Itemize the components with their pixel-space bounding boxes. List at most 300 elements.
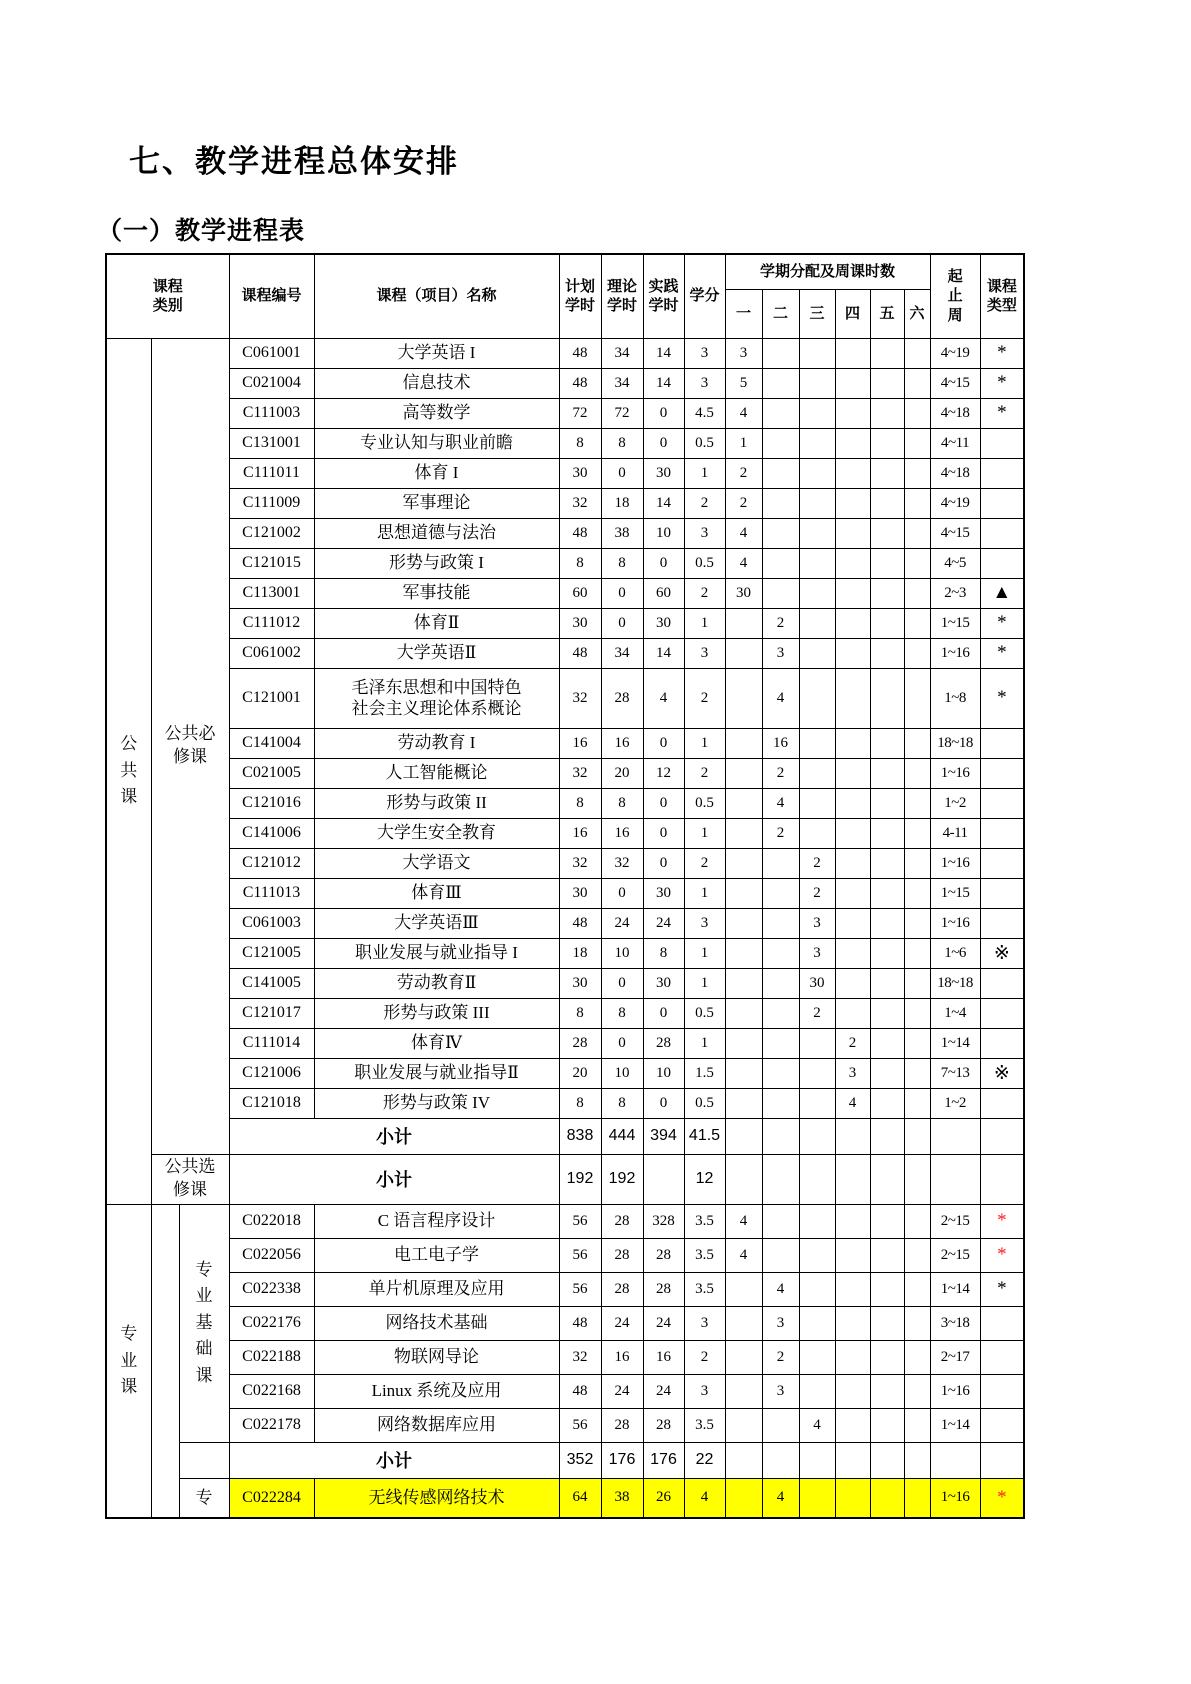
course-name-cell [314, 758, 559, 788]
semester-hours-cell [725, 788, 762, 818]
course-name: 毛泽东思想和中国特色社会主义理论体系概论 [351, 677, 522, 718]
course-row [106, 1058, 1024, 1088]
credit-cell: 22 [684, 1442, 725, 1478]
plan-hours-cell: 48 [559, 338, 601, 368]
semester-hours-cell [799, 1204, 835, 1238]
col-header-semester-6-label: 六 [909, 304, 925, 322]
semester-hours-cell: 4 [799, 1408, 835, 1442]
course-name: 军事技能 [402, 583, 471, 603]
semester-hours-cell [904, 548, 930, 578]
semester-hours-cell [799, 1118, 835, 1154]
semester-hours-cell [725, 1306, 762, 1340]
course-code-cell: C141005 [229, 968, 314, 998]
theory-hours-cell: 8 [601, 428, 643, 458]
semester-hours-cell [904, 1154, 930, 1204]
section-subtitle: （一）教学进程表 [97, 217, 306, 245]
semester-hours-cell [799, 1306, 835, 1340]
semester-hours-cell [762, 1442, 799, 1478]
practice-hours-cell: 16 [643, 1340, 684, 1374]
practice-hours-cell [643, 1154, 684, 1204]
weeks-cell: 1~16 [930, 1374, 980, 1408]
practice-hours-cell: 0 [643, 728, 684, 758]
credit-cell: 12 [684, 1154, 725, 1204]
practice-hours-cell: 0 [643, 548, 684, 578]
semester-hours-cell [799, 488, 835, 518]
semester-hours-cell: 30 [799, 968, 835, 998]
plan-hours-cell: 56 [559, 1204, 601, 1238]
weeks-cell: 4~15 [930, 368, 980, 398]
credit-cell: 3 [684, 1306, 725, 1340]
course-name-cell [314, 578, 559, 608]
course-code-cell: C022178 [229, 1408, 314, 1442]
practice-hours-cell: 176 [643, 1442, 684, 1478]
weeks-cell: 18~18 [930, 728, 980, 758]
plan-hours-cell: 48 [559, 908, 601, 938]
course-name-cell [314, 368, 559, 398]
course-code-cell: C121002 [229, 518, 314, 548]
semester-hours-cell [762, 1058, 799, 1088]
practice-hours-cell: 30 [643, 458, 684, 488]
course-name-cell [314, 668, 559, 728]
semester-hours-cell [870, 1088, 904, 1118]
theory-hours-cell: 0 [601, 878, 643, 908]
course-code-cell: C111014 [229, 1028, 314, 1058]
col-header-theory-hours-label: 理论学时 [606, 277, 637, 315]
course-name-cell [314, 908, 559, 938]
col-header-semester-3 [799, 289, 835, 338]
practice-hours-cell: 0 [643, 788, 684, 818]
course-code-cell: C061002 [229, 638, 314, 668]
course-row [106, 848, 1024, 878]
semester-hours-cell [725, 998, 762, 1028]
course-name: 职业发展与就业指导 I [355, 943, 518, 963]
semester-hours-cell [725, 1408, 762, 1442]
course-code-cell: C021005 [229, 758, 314, 788]
credit-cell: 1 [684, 938, 725, 968]
course-row [106, 1204, 1024, 1238]
weeks-cell: 4~18 [930, 458, 980, 488]
credit-cell: 1 [684, 1028, 725, 1058]
weeks-cell [930, 1154, 980, 1204]
course-code-cell: C022188 [229, 1340, 314, 1374]
semester-hours-cell [835, 848, 870, 878]
semester-hours-cell [870, 758, 904, 788]
course-name-cell [314, 788, 559, 818]
col-header-category [106, 254, 229, 338]
semester-hours-cell [870, 1204, 904, 1238]
theory-hours-cell: 10 [601, 938, 643, 968]
plan-hours-cell: 48 [559, 368, 601, 398]
semester-hours-cell [725, 668, 762, 728]
credit-cell: 2 [684, 758, 725, 788]
course-code-cell: C121018 [229, 1088, 314, 1118]
practice-hours-cell: 10 [643, 518, 684, 548]
subtotal-label-cell [229, 1442, 559, 1478]
course-name: 大学生安全教育 [377, 823, 496, 843]
semester-hours-cell [904, 848, 930, 878]
course-name-cell [314, 1028, 559, 1058]
semester-hours-cell [835, 1272, 870, 1306]
course-row [106, 1028, 1024, 1058]
course-type-cell [980, 998, 1024, 1028]
col-header-code [229, 254, 314, 338]
weeks-cell: 1~16 [930, 848, 980, 878]
semester-hours-cell [904, 728, 930, 758]
course-type-cell [980, 908, 1024, 938]
semester-hours-cell [835, 1154, 870, 1204]
weeks-cell: 1~14 [930, 1028, 980, 1058]
weeks-cell: 3~18 [930, 1306, 980, 1340]
weeks-cell: 1~16 [930, 908, 980, 938]
semester-hours-cell [870, 608, 904, 638]
course-type-cell: * [980, 638, 1024, 668]
course-name: 体育 I [414, 463, 459, 483]
plan-hours-cell: 32 [559, 848, 601, 878]
course-type-cell [980, 1088, 1024, 1118]
weeks-cell: 1~16 [930, 638, 980, 668]
course-code-cell: C121001 [229, 668, 314, 728]
semester-hours-cell [725, 1478, 762, 1518]
semester-hours-cell [904, 338, 930, 368]
course-type-cell [980, 818, 1024, 848]
plan-hours-cell: 30 [559, 968, 601, 998]
subtotal-row [106, 1118, 1024, 1154]
course-row [106, 878, 1024, 908]
plan-hours-cell: 48 [559, 1374, 601, 1408]
theory-hours-cell: 34 [601, 368, 643, 398]
course-code-cell: C022284 [229, 1478, 314, 1518]
semester-hours-cell [799, 1340, 835, 1374]
practice-hours-cell: 14 [643, 338, 684, 368]
theory-hours-cell: 24 [601, 1374, 643, 1408]
course-type-cell: * [980, 368, 1024, 398]
semester-hours-cell [835, 908, 870, 938]
course-row [106, 1478, 1024, 1518]
semester-hours-cell [725, 848, 762, 878]
course-type-cell: * [980, 1238, 1024, 1272]
teaching-schedule-table [105, 253, 1025, 1519]
semester-hours-cell [799, 1478, 835, 1518]
semester-hours-cell: 3 [799, 938, 835, 968]
course-row [106, 908, 1024, 938]
course-name-cell [314, 1238, 559, 1272]
course-name-cell [314, 458, 559, 488]
weeks-cell: 1~2 [930, 1088, 980, 1118]
course-row [106, 398, 1024, 428]
practice-hours-cell: 30 [643, 608, 684, 638]
plan-hours-cell: 30 [559, 878, 601, 908]
practice-hours-cell: 30 [643, 968, 684, 998]
practice-hours-cell: 12 [643, 758, 684, 788]
semester-hours-cell [904, 1306, 930, 1340]
theory-hours-cell: 32 [601, 848, 643, 878]
credit-cell: 3 [684, 1374, 725, 1408]
weeks-cell: 18~18 [930, 968, 980, 998]
category-label: 公共选修课 [164, 1157, 216, 1199]
course-row [106, 488, 1024, 518]
semester-hours-cell: 3 [762, 638, 799, 668]
semester-hours-cell [904, 1442, 930, 1478]
theory-hours-cell: 8 [601, 998, 643, 1028]
semester-hours-cell [762, 1028, 799, 1058]
semester-hours-cell [762, 578, 799, 608]
semester-hours-cell [870, 518, 904, 548]
practice-hours-cell: 328 [643, 1204, 684, 1238]
theory-hours-cell: 176 [601, 1442, 643, 1478]
plan-hours-cell: 28 [559, 1028, 601, 1058]
semester-hours-cell [725, 1058, 762, 1088]
semester-hours-cell: 4 [725, 1238, 762, 1272]
semester-hours-cell [799, 428, 835, 458]
semester-hours-cell [835, 368, 870, 398]
weeks-cell: 4~15 [930, 518, 980, 548]
course-code-cell: C022176 [229, 1306, 314, 1340]
semester-hours-cell [904, 608, 930, 638]
semester-hours-cell [870, 638, 904, 668]
course-type-cell: ※ [980, 938, 1024, 968]
course-code-cell: C113001 [229, 578, 314, 608]
category-cell [151, 1154, 229, 1204]
semester-hours-cell [835, 488, 870, 518]
weeks-cell: 4~18 [930, 398, 980, 428]
semester-hours-cell [870, 548, 904, 578]
course-row [106, 548, 1024, 578]
course-name: 形势与政策 IV [382, 1093, 491, 1113]
semester-hours-cell [904, 638, 930, 668]
weeks-cell: 1~6 [930, 938, 980, 968]
semester-hours-cell [835, 518, 870, 548]
plan-hours-cell: 32 [559, 668, 601, 728]
semester-hours-cell [799, 368, 835, 398]
semester-hours-cell [799, 548, 835, 578]
practice-hours-cell: 28 [643, 1272, 684, 1306]
semester-hours-cell [870, 818, 904, 848]
semester-hours-cell [799, 1154, 835, 1204]
practice-hours-cell: 30 [643, 878, 684, 908]
theory-hours-cell: 8 [601, 788, 643, 818]
semester-hours-cell [799, 818, 835, 848]
semester-hours-cell: 1 [725, 428, 762, 458]
semester-hours-cell [762, 1154, 799, 1204]
subtotal-label-cell [229, 1118, 559, 1154]
credit-cell: 1 [684, 608, 725, 638]
plan-hours-cell: 352 [559, 1442, 601, 1478]
practice-hours-cell: 28 [643, 1028, 684, 1058]
semester-hours-cell [799, 1442, 835, 1478]
subtotal-row [106, 1442, 1024, 1478]
semester-hours-cell [835, 1408, 870, 1442]
semester-hours-cell [870, 788, 904, 818]
semester-hours-cell [870, 1118, 904, 1154]
category-cell [179, 1204, 229, 1442]
plan-hours-cell: 8 [559, 998, 601, 1028]
subtotal-row [106, 1154, 1024, 1204]
course-type-cell: * [980, 608, 1024, 638]
practice-hours-cell: 0 [643, 428, 684, 458]
course-code-cell: C141004 [229, 728, 314, 758]
category-cell [151, 338, 229, 1154]
semester-hours-cell: 4 [762, 668, 799, 728]
course-name: 高等数学 [402, 403, 471, 423]
theory-hours-cell: 28 [601, 1204, 643, 1238]
semester-hours-cell [904, 1340, 930, 1374]
semester-hours-cell [799, 758, 835, 788]
semester-hours-cell [870, 368, 904, 398]
course-name-cell [314, 638, 559, 668]
semester-hours-cell [725, 908, 762, 938]
theory-hours-cell: 8 [601, 1088, 643, 1118]
course-row [106, 938, 1024, 968]
semester-hours-cell [725, 878, 762, 908]
semester-hours-cell [904, 1088, 930, 1118]
course-type-cell [980, 1408, 1024, 1442]
semester-hours-cell [762, 368, 799, 398]
semester-hours-cell [904, 788, 930, 818]
theory-hours-cell: 0 [601, 578, 643, 608]
theory-hours-cell: 24 [601, 908, 643, 938]
course-type-cell [980, 518, 1024, 548]
weeks-cell: 1~8 [930, 668, 980, 728]
course-row [106, 338, 1024, 368]
semester-hours-cell [835, 1238, 870, 1272]
course-type-cell [980, 1340, 1024, 1374]
course-name-cell [314, 728, 559, 758]
semester-hours-cell: 4 [725, 518, 762, 548]
course-name: 单片机原理及应用 [368, 1279, 505, 1299]
plan-hours-cell: 16 [559, 728, 601, 758]
semester-hours-cell [904, 968, 930, 998]
semester-hours-cell [799, 1058, 835, 1088]
weeks-cell: 1~16 [930, 1478, 980, 1518]
semester-hours-cell: 2 [762, 818, 799, 848]
semester-hours-cell [799, 338, 835, 368]
semester-hours-cell [725, 1088, 762, 1118]
col-header-semester-4 [835, 289, 870, 338]
credit-cell: 0.5 [684, 788, 725, 818]
theory-hours-cell: 28 [601, 1408, 643, 1442]
col-header-name-label: 课程（项目）名称 [376, 287, 497, 305]
theory-hours-cell: 20 [601, 758, 643, 788]
course-code-cell: C021004 [229, 368, 314, 398]
practice-hours-cell: 394 [643, 1118, 684, 1154]
col-header-semester-group-label: 学期分配及周课时数 [760, 262, 896, 280]
course-code-cell: C121015 [229, 548, 314, 578]
semester-hours-cell [725, 1340, 762, 1374]
course-code-cell: C111003 [229, 398, 314, 428]
practice-hours-cell: 28 [643, 1238, 684, 1272]
col-header-category-label: 课程类别 [152, 277, 183, 315]
practice-hours-cell: 28 [643, 1408, 684, 1442]
semester-hours-cell [835, 1340, 870, 1374]
semester-hours-cell [725, 638, 762, 668]
theory-hours-cell: 192 [601, 1154, 643, 1204]
semester-hours-cell: 4 [835, 1088, 870, 1118]
semester-hours-cell [835, 338, 870, 368]
semester-hours-cell [799, 788, 835, 818]
credit-cell: 3 [684, 518, 725, 548]
semester-hours-cell [835, 638, 870, 668]
semester-hours-cell: 3 [762, 1374, 799, 1408]
course-name: 无线传感网络技术 [368, 1488, 505, 1508]
course-code-cell: C121017 [229, 998, 314, 1028]
course-type-cell [980, 758, 1024, 788]
credit-cell: 3 [684, 638, 725, 668]
course-row [106, 428, 1024, 458]
credit-cell: 0.5 [684, 1088, 725, 1118]
course-type-cell: * [980, 398, 1024, 428]
theory-hours-cell: 72 [601, 398, 643, 428]
category-label: 专业课 [120, 1324, 138, 1396]
semester-hours-cell: 2 [725, 488, 762, 518]
practice-hours-cell: 14 [643, 638, 684, 668]
col-header-weeks [930, 254, 980, 338]
weeks-cell: 4~11 [930, 428, 980, 458]
theory-hours-cell: 24 [601, 1306, 643, 1340]
credit-cell: 3.5 [684, 1238, 725, 1272]
course-type-cell: * [980, 338, 1024, 368]
credit-cell: 2 [684, 1340, 725, 1374]
course-row [106, 1238, 1024, 1272]
course-name: 人工智能概论 [385, 763, 488, 783]
semester-hours-cell [870, 728, 904, 758]
course-type-cell [980, 1306, 1024, 1340]
practice-hours-cell: 0 [643, 848, 684, 878]
col-header-code-label: 课程编号 [241, 287, 302, 305]
semester-hours-cell [904, 458, 930, 488]
semester-hours-cell [835, 548, 870, 578]
semester-hours-cell [799, 1238, 835, 1272]
theory-hours-cell: 16 [601, 728, 643, 758]
col-header-course-type [980, 254, 1024, 338]
course-type-cell [980, 488, 1024, 518]
semester-hours-cell [725, 1154, 762, 1204]
practice-hours-cell: 60 [643, 578, 684, 608]
course-code-cell: C111011 [229, 458, 314, 488]
semester-hours-cell [904, 518, 930, 548]
semester-hours-cell [762, 518, 799, 548]
semester-hours-cell [835, 758, 870, 788]
semester-hours-cell [835, 1478, 870, 1518]
plan-hours-cell: 64 [559, 1478, 601, 1518]
semester-hours-cell [904, 998, 930, 1028]
semester-hours-cell: 2 [725, 458, 762, 488]
semester-hours-cell [870, 1154, 904, 1204]
header-row-1 [106, 254, 1024, 289]
credit-cell: 3 [684, 368, 725, 398]
credit-cell: 3 [684, 908, 725, 938]
theory-hours-cell: 18 [601, 488, 643, 518]
subtotal-label: 小计 [376, 1451, 412, 1471]
semester-hours-cell [799, 578, 835, 608]
semester-hours-cell: 16 [762, 728, 799, 758]
course-type-cell [980, 1374, 1024, 1408]
course-name: 专业认知与职业前瞻 [360, 433, 513, 453]
course-code-cell: C111012 [229, 608, 314, 638]
semester-hours-cell: 3 [725, 338, 762, 368]
course-code-cell: C022168 [229, 1374, 314, 1408]
course-name-cell [314, 518, 559, 548]
semester-hours-cell [835, 1442, 870, 1478]
course-name-cell [314, 1408, 559, 1442]
subtotal-label-cell [229, 1154, 559, 1204]
course-type-cell [980, 1118, 1024, 1154]
semester-hours-cell [870, 968, 904, 998]
credit-cell: 2 [684, 848, 725, 878]
weeks-cell: 1~14 [930, 1408, 980, 1442]
theory-hours-cell: 34 [601, 338, 643, 368]
course-name: 大学英语 I [397, 343, 476, 363]
semester-hours-cell [725, 818, 762, 848]
